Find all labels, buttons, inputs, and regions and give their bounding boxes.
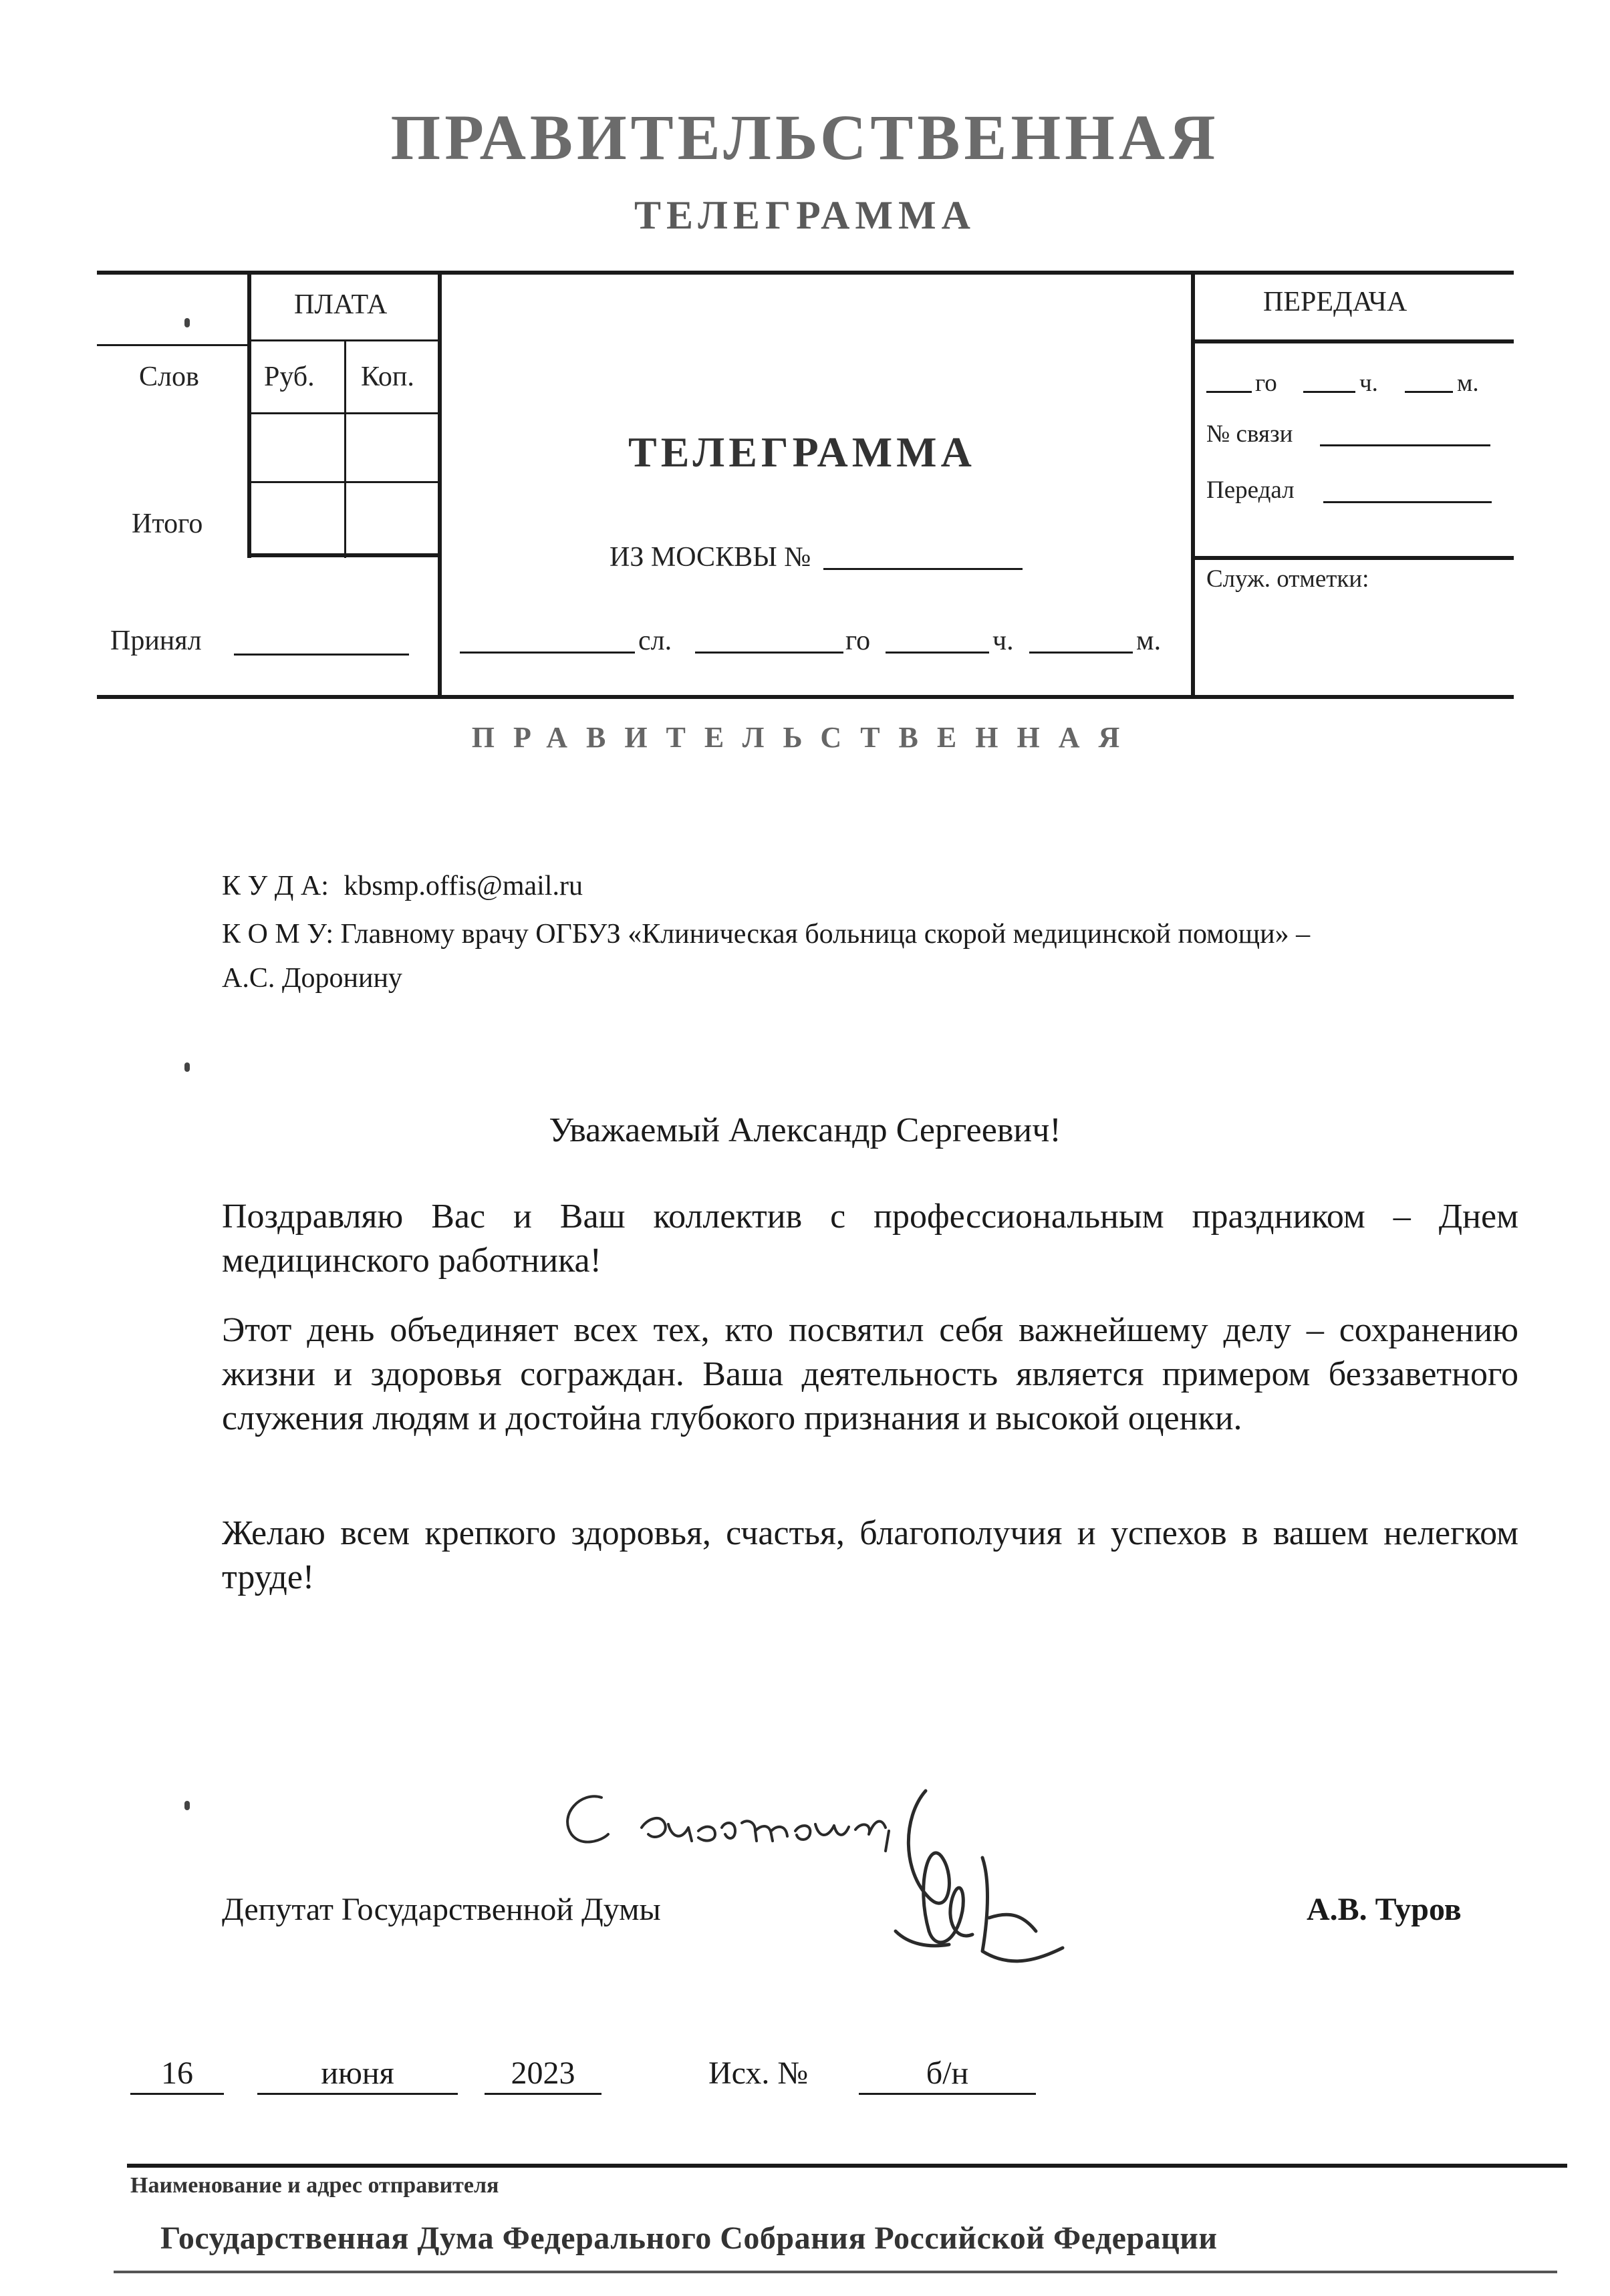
ref-value-line (859, 2093, 1036, 2095)
sender-label: Наименование и адрес отправителя (130, 2173, 499, 2198)
iz-moskvy-line (823, 568, 1023, 570)
form-divider-right (1191, 271, 1195, 698)
date-day-line (130, 2093, 224, 2095)
slov-line (97, 344, 249, 346)
rub-label: Руб. (264, 362, 315, 392)
date-month-line (257, 2093, 458, 2095)
peredacha-line (1193, 339, 1514, 343)
date-day: 16 (161, 2055, 193, 2091)
r-go-label: го (1255, 370, 1277, 397)
letter-paragraph-2: Этот день объединяет всех тех, кто посвятил себя важнейшему делу – сохранению жизни и здоровья сограждан. Ваша деятельность является примером беззаветного служения людям и достойна глубокого признания и высокой оценки. (222, 1311, 1518, 1437)
no-svyazi-line (1320, 444, 1490, 446)
komu-row (222, 918, 1310, 950)
itogo-label: Итого (132, 509, 203, 539)
plata-label: ПЛАТА (294, 289, 388, 320)
komu-label: К О М У: (222, 919, 333, 950)
r-m-line (1405, 391, 1453, 393)
kuda-label: К У Д А: (222, 871, 329, 901)
letter-paragraph-3: Желаю всем крепкого здоровья, счастья, благополучия и успехов в вашем нелегком труде! (222, 1514, 1518, 1596)
ch-label: ч. (992, 625, 1014, 656)
payment-col-left (247, 271, 251, 558)
prinyal-label: Принял (110, 625, 202, 656)
go-label: го (845, 625, 871, 656)
m-label: м. (1136, 625, 1162, 656)
iz-moskvy-label: ИЗ МОСКВЫ № (610, 542, 811, 573)
slov-label: Слов (139, 362, 199, 392)
peredal-label: Передал (1206, 476, 1295, 504)
komu-line2: А.С. Доронину (222, 963, 402, 994)
go-line (695, 652, 843, 654)
date-month: июня (321, 2055, 394, 2091)
komu-line1: Главному врачу ОГБУЗ «Клиническая больница скорой медицинской помощи» – (340, 919, 1311, 950)
sluzh-line (1193, 556, 1514, 560)
r-go-line (1206, 391, 1252, 393)
punch-mark (184, 1062, 190, 1072)
punch-mark (184, 318, 190, 327)
letter-paragraph-1: Поздравляю Вас и Ваш коллектив с профессиональным праздником – Днем медицинского работника! (222, 1197, 1518, 1280)
payment-row-line-2 (247, 481, 440, 483)
r-m-label: м. (1457, 370, 1479, 397)
form-bottom-border (97, 695, 1514, 699)
payment-bottom-line (247, 553, 440, 557)
date-year-line (485, 2093, 601, 2095)
ch-line (886, 652, 989, 654)
ref-label: Исх. № (708, 2055, 809, 2091)
kuda-row (222, 870, 583, 902)
peredacha-label: ПЕРЕДАЧА (1263, 287, 1407, 317)
footer-bottom-rule (114, 2271, 1557, 2273)
signatory-name: А.В. Туров (1307, 1892, 1462, 1927)
header-title: ПРАВИТЕЛЬСТВЕННАЯ (390, 102, 1220, 173)
payment-row-line-1 (247, 412, 440, 414)
footer-top-rule (127, 2164, 1567, 2168)
r-ch-label: ч. (1359, 370, 1378, 397)
no-svyazi-label: № связи (1206, 420, 1293, 448)
header-subtitle: ТЕЛЕГРАММА (634, 193, 976, 237)
m-line (1029, 652, 1133, 654)
kop-label: Коп. (361, 362, 414, 392)
signature-area (555, 1777, 1089, 1998)
ref-value: б/н (926, 2055, 969, 2091)
punch-mark (184, 1801, 190, 1810)
payment-header-line (247, 339, 440, 341)
bottom-title: ПРАВИТЕЛЬСТВЕННАЯ (471, 721, 1139, 754)
date-year: 2023 (511, 2055, 575, 2091)
sl-label: сл. (638, 625, 672, 656)
form-top-border (97, 271, 1514, 275)
r-ch-line (1303, 391, 1355, 393)
handwritten-closing-svg (555, 1777, 1089, 1998)
sluzh-label: Служ. отметки: (1206, 565, 1369, 593)
signatory-position: Депутат Государственной Думы (222, 1892, 661, 1927)
payment-col-mid (344, 339, 346, 558)
center-title: ТЕЛЕГРАММА (628, 428, 976, 476)
form-divider-left (438, 271, 442, 698)
sender-organization: Государственная Дума Федерального Собрания Российской Федерации (160, 2220, 1218, 2256)
prinyal-line (234, 654, 409, 656)
sl-line (460, 652, 635, 654)
kuda-email: kbsmp.offis@mail.ru (344, 871, 583, 901)
peredal-line (1323, 501, 1492, 503)
salutation: Уважаемый Александр Сергеевич! (549, 1111, 1061, 1149)
